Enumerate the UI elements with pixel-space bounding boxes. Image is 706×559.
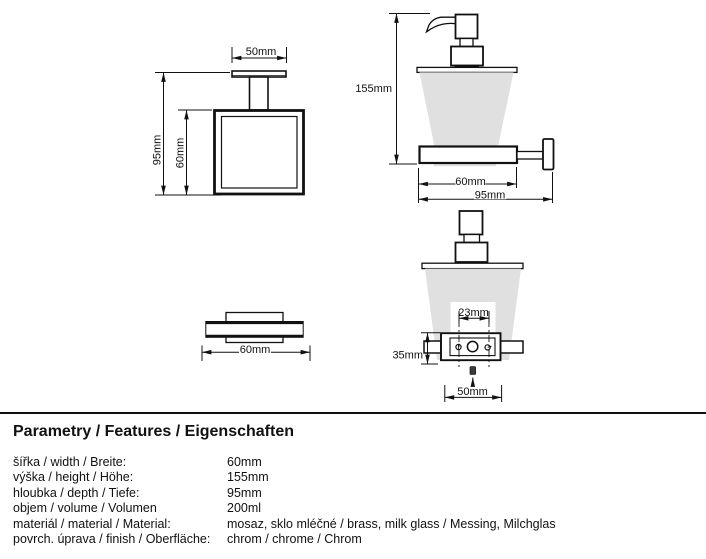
- spec-label: povrch. úprava / finish / Oberfläche:: [13, 531, 211, 546]
- pump-neck: [464, 235, 480, 243]
- pump-head: [460, 211, 483, 235]
- pump-neck: [460, 39, 473, 47]
- spec-label: šířka / width / Breite:: [13, 455, 127, 469]
- ceiling-plate: [232, 71, 286, 77]
- dim-label-60mm: 60mm: [174, 137, 187, 169]
- center-hole: [467, 341, 477, 351]
- glass-bottom-edge: [434, 164, 496, 166]
- holder-ring: [420, 147, 518, 164]
- dimension-bracket-width: [445, 385, 502, 402]
- spec-value: chrom / chrome / Chrom: [227, 531, 362, 546]
- lid-plate: [417, 67, 517, 72]
- lid-plate: [422, 263, 523, 268]
- dim-label-95mm: 95mm: [474, 189, 506, 202]
- wall-arm: [517, 152, 543, 160]
- pump-collar: [451, 47, 483, 66]
- dim-label-35mm: 35mm: [392, 349, 423, 362]
- pump-collar: [456, 243, 488, 263]
- spec-label: výška / height / Höhe:: [13, 470, 134, 485]
- spec-row-material: [13, 517, 698, 532]
- pump-spout: [427, 17, 457, 32]
- dim-label-50mm: 50mm: [245, 46, 277, 58]
- dim-label-155mm: 155mm: [355, 83, 392, 95]
- spec-label: hloubka / depth / Tiefe:: [13, 485, 140, 500]
- spec-row-depth: [13, 486, 698, 501]
- mount-stem: [250, 77, 269, 110]
- spec-value: mosaz, sklo mléčné / brass, milk glass / Messing, Milchglas: [227, 516, 556, 531]
- spec-value: 95mm: [227, 485, 262, 500]
- dimension-height: [355, 14, 430, 165]
- bracket-arm-left: [424, 341, 441, 353]
- dim-label-23mm: 23mm: [458, 307, 489, 319]
- spec-value: 60mm: [227, 455, 262, 469]
- dim-label-60mm: 60mm: [455, 176, 486, 188]
- spec-row-height: [13, 470, 698, 485]
- dim-label-60mm: 60mm: [239, 343, 271, 356]
- spec-row-width: [13, 455, 698, 470]
- divider-rule: [0, 412, 706, 414]
- dimension-width: [202, 344, 310, 361]
- dim-label-95mm: 95mm: [151, 134, 164, 166]
- holder-frame-outer: [215, 111, 304, 195]
- wall-plate: [543, 139, 554, 170]
- spec-label: materiál / material / Material:: [13, 516, 171, 531]
- spec-value: 155mm: [227, 470, 269, 485]
- pump-head: [456, 15, 478, 39]
- spec-value: 200ml: [227, 501, 262, 516]
- top-view-drawing: [202, 313, 310, 362]
- side-view-drawing: [355, 14, 553, 204]
- dimension-plate-width: [232, 46, 287, 63]
- back-view-drawing: [392, 211, 523, 402]
- spec-row-finish: [13, 532, 698, 547]
- spec-table-title: Parametry / Features / Eigenschaften: [13, 423, 294, 440]
- dimension-cup-height: [175, 110, 213, 195]
- spec-label: objem / volume / Volumen: [13, 501, 157, 516]
- front-view-drawing: [152, 46, 304, 195]
- spec-row-volume: [13, 501, 698, 516]
- screw-glyph: [470, 367, 476, 375]
- bracket-arm-right: [501, 341, 524, 353]
- spec-table: [13, 455, 698, 547]
- dim-label-50mm: 50mm: [457, 385, 488, 398]
- glass-body: [420, 72, 514, 146]
